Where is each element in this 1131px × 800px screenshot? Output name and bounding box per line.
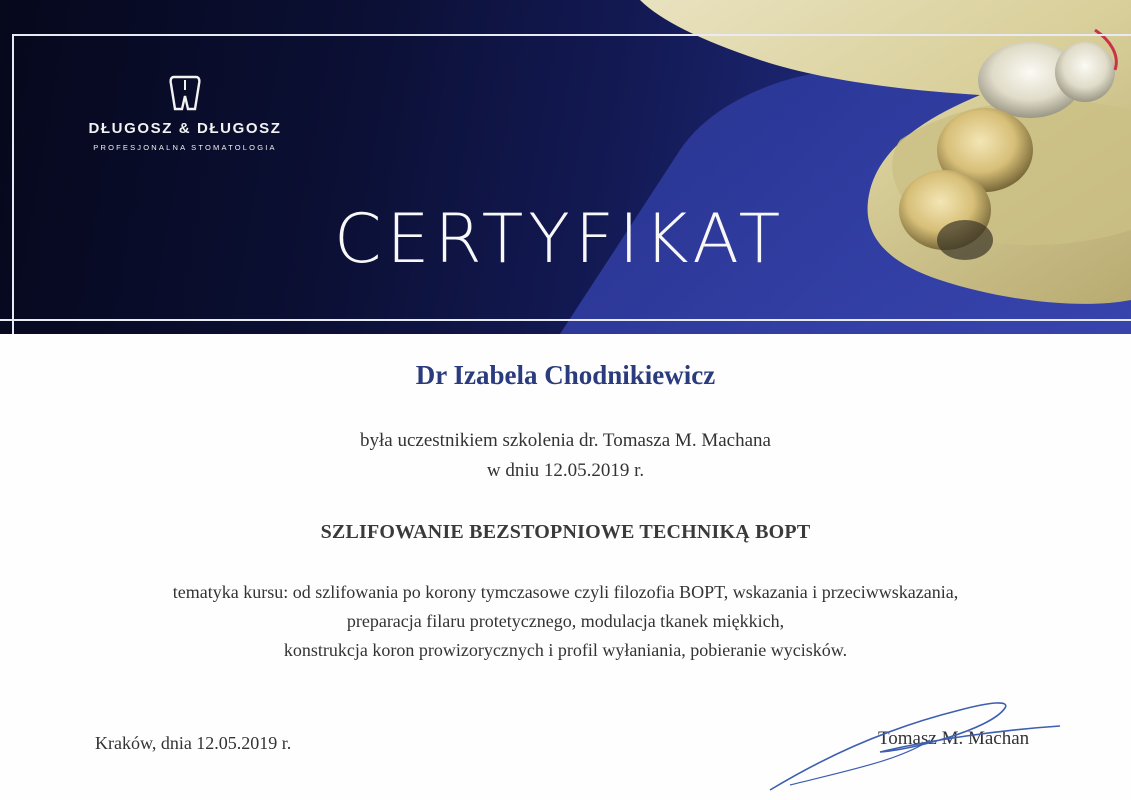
frame-line-bottom (0, 319, 1131, 321)
course-title: SZLIFOWANIE BEZSTOPNIOWE TECHNIKĄ BOPT (320, 521, 811, 543)
topics-line-2: preparacja filaru protetycznego, modulacja tkanek miękkich, (346, 611, 785, 631)
handwritten-signature (760, 690, 1080, 800)
frame-line-left (12, 34, 14, 334)
topics-line-1: tematyka kursu: od szlifowania po korony tymczasowe czyli filozofia BOPT, wskazania i przeciwwskazania, (172, 582, 959, 602)
place-date: Kraków, dnia 12.05.2019 r. (95, 733, 292, 753)
date-line: w dniu 12.05.2019 r. (486, 460, 645, 481)
certificate-title: CERTYFIKAT (334, 200, 786, 279)
dental-model-photo (0, 0, 1131, 334)
signatory-name: Tomasz M. Machan (878, 728, 1030, 749)
tooth-icon (168, 74, 202, 112)
frame-line-top (12, 34, 1131, 36)
header-band (0, 0, 1131, 334)
topics-line-3: konstrukcja koron prowizorycznych i profil wyłaniania, pobieranie wycisków. (283, 640, 848, 660)
participation-line: była uczestnikiem szkolenia dr. Tomasza M. Machana (360, 430, 771, 451)
recipient-name: Dr Izabela Chodnikiewicz (415, 360, 716, 390)
clinic-name: DŁUGOSZ & DŁUGOSZ (88, 120, 282, 137)
clinic-logo (40, 74, 330, 152)
clinic-tagline: PROFESJONALNA STOMATOLOGIA (93, 143, 277, 152)
